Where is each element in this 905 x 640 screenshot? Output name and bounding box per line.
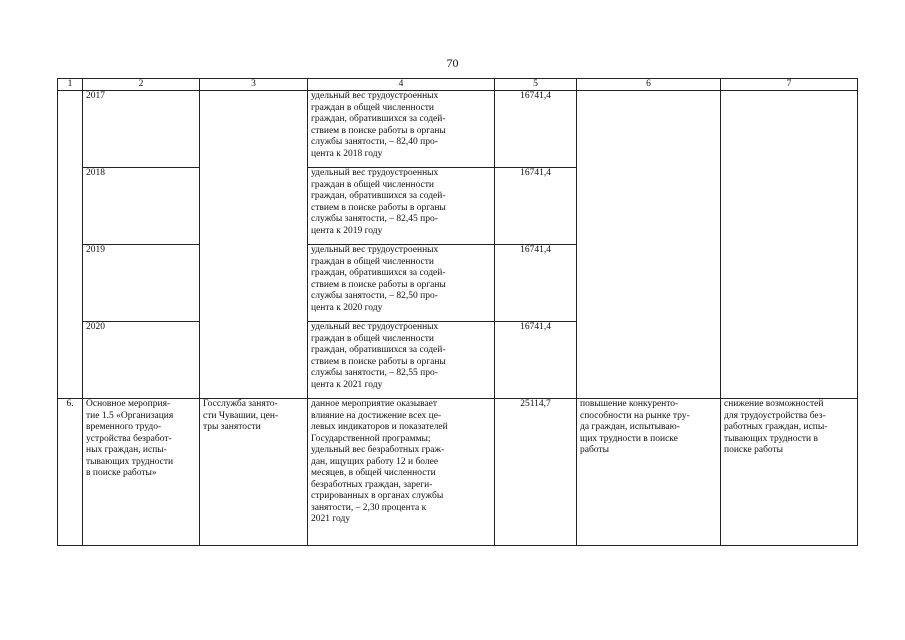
row-number-cell: 6. bbox=[58, 399, 83, 546]
year-cell: 2018 bbox=[83, 168, 200, 245]
year-cell: 2017 bbox=[83, 91, 200, 168]
indicator-cell: удельный вес трудоустроенных граждан в общей численности граждан, обратившихся за содей- ствием в поиске работы в органы службы занятости, – 82,45 про- цента к 2019 году bbox=[308, 168, 495, 245]
indicator-cell: удельный вес трудоустроенных граждан в общей численности граждан, обратившихся за содей- ствием в поиске работы в органы службы занятости, – 82,50 про- цента к 2020 году bbox=[308, 245, 495, 322]
year-cell: 2019 bbox=[83, 245, 200, 322]
result-cell bbox=[577, 91, 721, 399]
page-number: 70 bbox=[446, 56, 459, 70]
column-header: 4 bbox=[308, 79, 495, 91]
program-table bbox=[57, 78, 858, 546]
amount-cell: 16741,4 bbox=[495, 322, 577, 399]
executor-cell bbox=[200, 91, 308, 399]
indicator-cell: удельный вес трудоустроенных граждан в общей численности граждан, обратившихся за содей- ствием в поиске работы в органы службы занятости, – 82,55 про- цента к 2021 году bbox=[308, 322, 495, 399]
indicator-cell: удельный вес трудоустроенных граждан в общей численности граждан, обратившихся за содей- ствием в поиске работы в органы службы занятости, – 82,40 про- цента к 2018 году bbox=[308, 91, 495, 168]
activity-title-cell: Основное мероприя- тие 1.5 «Организация временного трудо- устройства безработ- ных граждан, испы- тывающих трудности в поиске работы» bbox=[83, 399, 200, 546]
consequence-cell bbox=[721, 91, 858, 399]
column-header: 7 bbox=[721, 79, 858, 91]
column-header: 2 bbox=[83, 79, 200, 91]
amount-cell: 25114,7 bbox=[495, 399, 577, 546]
table-row bbox=[58, 399, 858, 546]
row-number-cell bbox=[58, 91, 83, 399]
amount-cell: 16741,4 bbox=[495, 91, 577, 168]
result-cell: повышение конкуренто- способности на рынке тру- да граждан, испытываю- щих трудности в поиске работы bbox=[577, 399, 721, 546]
indicator-cell: данное мероприятие оказывает влияние на достижение всех це- левых индикаторов и показателей Государственной программы; удельный вес безработных граж- дан, ищущих работу 12 и более месяцев, в общей численности безработных граждан, зареги- стрированных в органах службы занятости, – 2,30 процента к 2021 году bbox=[308, 399, 495, 546]
amount-cell: 16741,4 bbox=[495, 245, 577, 322]
executor-cell: Госслужба занято- сти Чувашии, цен- тры занятости bbox=[200, 399, 308, 546]
column-number-row bbox=[58, 79, 858, 91]
column-header: 1 bbox=[58, 79, 83, 91]
table-row bbox=[58, 91, 858, 168]
column-header: 3 bbox=[200, 79, 308, 91]
column-header: 6 bbox=[577, 79, 721, 91]
consequence-cell: снижение возможностей для трудоустройства без- работных граждан, испы- тывающих трудности в поиске работы bbox=[721, 399, 858, 546]
amount-cell: 16741,4 bbox=[495, 168, 577, 245]
year-cell: 2020 bbox=[83, 322, 200, 399]
column-header: 5 bbox=[495, 79, 577, 91]
